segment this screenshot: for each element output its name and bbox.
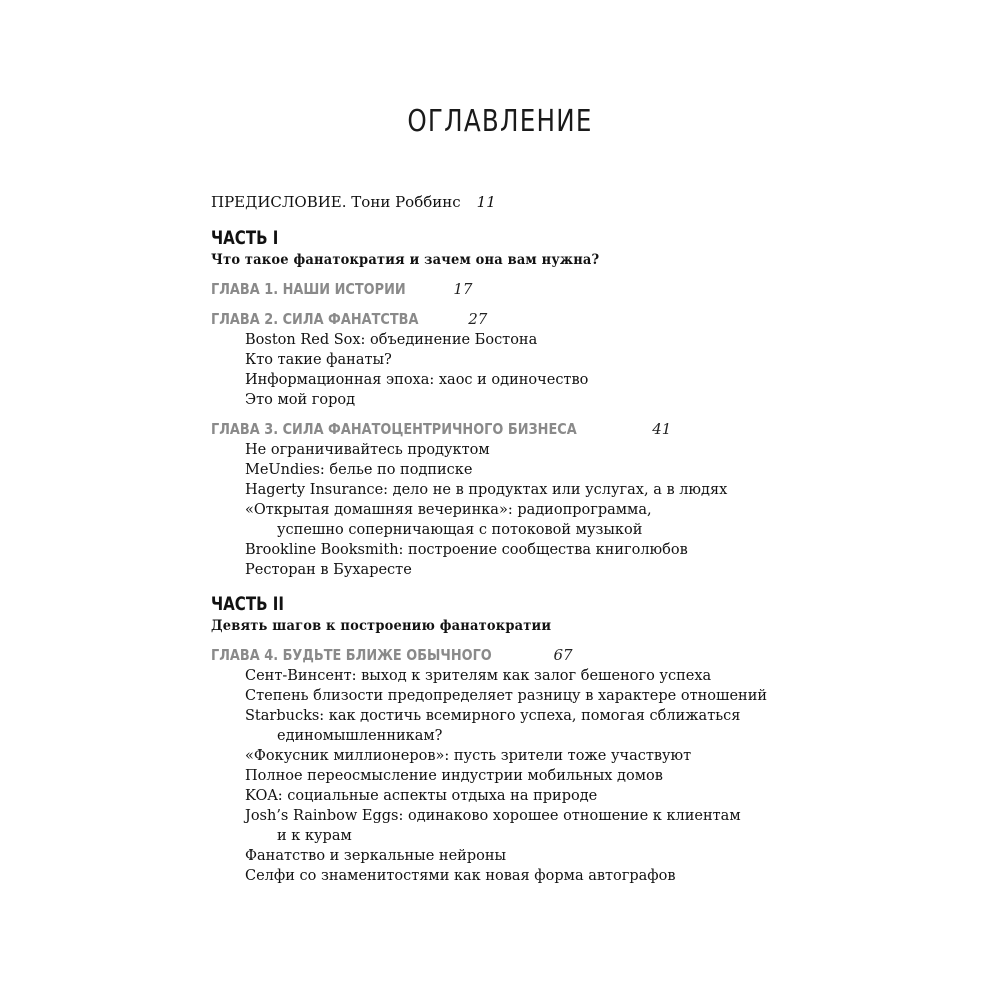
chapter-2 xyxy=(211,308,831,330)
toc-section: KOA: социальные аспекты отдыха на природе xyxy=(245,788,598,804)
chapter-4-label: ГЛАВА 4. БУДЬТЕ БЛИЖЕ ОБЫЧНОГО xyxy=(211,646,492,664)
toc-section-continued: и к курам xyxy=(277,828,352,844)
toc-section: Фанатство и зеркальные нейроны xyxy=(245,848,507,864)
toc-section: Starbucks: как достичь всемирного успеха, помогая сближаться xyxy=(245,708,741,724)
part2-label: ЧАСТЬ II xyxy=(211,593,284,615)
chapter-4 xyxy=(211,644,831,666)
toc-section: Josh’s Rainbow Eggs: одинаково хорошее отношение к клиентам xyxy=(245,808,741,824)
toc-section-continued: единомышленникам? xyxy=(277,728,443,744)
chapter-1-label: ГЛАВА 1. НАШИ ИСТОРИИ xyxy=(211,280,406,298)
chapter-3-label: ГЛАВА 3. СИЛА ФАНАТОЦЕНТРИЧНОГО БИЗНЕСА xyxy=(211,420,577,438)
toc-section: Это мой город xyxy=(245,392,356,408)
chapter-3-page: 41 xyxy=(652,420,672,438)
chapter-4-page: 67 xyxy=(553,646,573,664)
preface-label: ПРЕДИСЛОВИЕ. Тони Роббинс xyxy=(211,193,461,211)
part2-subtitle: Девять шагов к построению фанатократии xyxy=(211,618,552,634)
table-of-contents xyxy=(211,190,831,886)
chapter-3 xyxy=(211,418,831,440)
chapter-1-page: 17 xyxy=(453,280,473,298)
page-title: ОГЛАВЛЕНИЕ xyxy=(407,104,593,139)
toc-section-continued: успешно соперничающая с потоковой музыкой xyxy=(277,522,643,538)
toc-section: Hagerty Insurance: дело не в продуктах или услугах, а в людях xyxy=(245,482,728,498)
toc-section: MeUndies: белье по подписке xyxy=(245,462,473,478)
toc-section: Полное переосмысление индустрии мобильных домов xyxy=(245,768,663,784)
toc-section: Brookline Booksmith: построение сообщества книголюбов xyxy=(245,542,688,558)
chapter-1 xyxy=(211,278,831,300)
toc-preface xyxy=(211,190,831,214)
toc-section: Ресторан в Бухаресте xyxy=(245,562,412,578)
toc-section: Селфи со знаменитостями как новая форма автографов xyxy=(245,868,676,884)
toc-section: Степень близости предопределяет разницу в характере отношений xyxy=(245,688,768,704)
part1-label: ЧАСТЬ I xyxy=(211,227,279,249)
toc-section: «Открытая домашняя вечеринка»: радиопрограмма, xyxy=(245,502,652,518)
toc-section: Boston Red Sox: объединение Бостона xyxy=(245,332,538,348)
toc-section: Не ограничивайтесь продуктом xyxy=(245,442,490,458)
part1-subtitle: Что такое фанатократия и зачем она вам нужна? xyxy=(211,252,600,268)
chapter-2-label: ГЛАВА 2. СИЛА ФАНАТСТВА xyxy=(211,310,419,328)
chapter-2-page: 27 xyxy=(468,310,488,328)
toc-section: Сент-Винсент: выход к зрителям как залог бешеного успеха xyxy=(245,668,712,684)
preface-page: 11 xyxy=(476,193,496,211)
toc-section: Информационная эпоха: хаос и одиночество xyxy=(245,372,589,388)
toc-section: «Фокусник миллионеров»: пусть зрители тоже участвуют xyxy=(245,748,692,764)
toc-section: Кто такие фанаты? xyxy=(245,352,392,368)
